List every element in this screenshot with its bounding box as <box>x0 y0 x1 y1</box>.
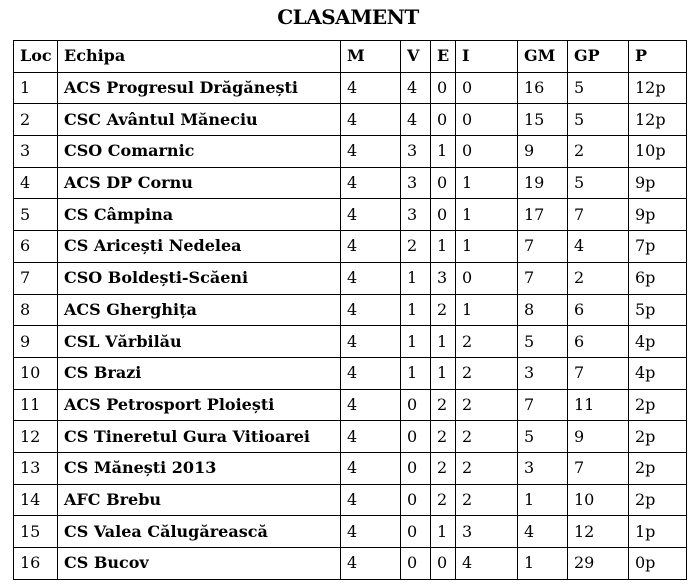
cell-team: CSC Avântul Măneciu <box>58 104 341 136</box>
cell-goals-for: 9 <box>518 136 568 168</box>
table-row <box>14 548 687 580</box>
header-points: P <box>629 41 687 73</box>
cell-points: 7p <box>629 231 687 263</box>
cell-matches: 4 <box>341 104 401 136</box>
cell-draws: 2 <box>431 421 456 453</box>
cell-draws: 1 <box>431 357 456 389</box>
cell-team: CS Valea Călugărească <box>58 516 341 548</box>
cell-team: CS Aricești Nedelea <box>58 231 341 263</box>
cell-draws: 1 <box>431 516 456 548</box>
cell-wins: 0 <box>401 452 431 484</box>
cell-points: 9p <box>629 167 687 199</box>
cell-goals-against: 7 <box>568 357 629 389</box>
cell-points: 4p <box>629 357 687 389</box>
cell-wins: 1 <box>401 294 431 326</box>
cell-goals-for: 15 <box>518 104 568 136</box>
cell-draws: 0 <box>431 548 456 580</box>
cell-losses: 0 <box>456 72 518 104</box>
cell-points: 2p <box>629 452 687 484</box>
cell-points: 6p <box>629 262 687 294</box>
cell-matches: 4 <box>341 294 401 326</box>
header-goals-against: GP <box>568 41 629 73</box>
cell-wins: 4 <box>401 104 431 136</box>
cell-goals-for: 7 <box>518 231 568 263</box>
table-row <box>14 326 687 358</box>
cell-matches: 4 <box>341 389 401 421</box>
cell-goals-against: 2 <box>568 262 629 294</box>
cell-team: CSL Vărbilău <box>58 326 341 358</box>
cell-team: CS Brazi <box>58 357 341 389</box>
cell-goals-against: 7 <box>568 452 629 484</box>
cell-losses: 1 <box>456 231 518 263</box>
cell-goals-against: 6 <box>568 326 629 358</box>
cell-losses: 1 <box>456 294 518 326</box>
cell-loc: 4 <box>14 167 58 199</box>
page-title: CLASAMENT <box>277 5 419 29</box>
cell-goals-against: 2 <box>568 136 629 168</box>
cell-loc: 6 <box>14 231 58 263</box>
cell-matches: 4 <box>341 262 401 294</box>
header-matches: M <box>341 41 401 73</box>
cell-points: 2p <box>629 421 687 453</box>
cell-points: 9p <box>629 199 687 231</box>
cell-team: CS Tineretul Gura Vitioarei <box>58 421 341 453</box>
cell-goals-against: 5 <box>568 72 629 104</box>
cell-wins: 1 <box>401 357 431 389</box>
cell-loc: 8 <box>14 294 58 326</box>
cell-draws: 2 <box>431 294 456 326</box>
cell-matches: 4 <box>341 326 401 358</box>
cell-losses: 4 <box>456 548 518 580</box>
header-wins: V <box>401 41 431 73</box>
cell-loc: 14 <box>14 484 58 516</box>
cell-losses: 0 <box>456 104 518 136</box>
cell-points: 0p <box>629 548 687 580</box>
cell-goals-against: 29 <box>568 548 629 580</box>
cell-goals-for: 17 <box>518 199 568 231</box>
cell-loc: 3 <box>14 136 58 168</box>
cell-draws: 1 <box>431 326 456 358</box>
cell-draws: 1 <box>431 136 456 168</box>
cell-draws: 2 <box>431 452 456 484</box>
cell-matches: 4 <box>341 167 401 199</box>
cell-losses: 2 <box>456 421 518 453</box>
cell-wins: 3 <box>401 167 431 199</box>
cell-wins: 0 <box>401 516 431 548</box>
cell-draws: 2 <box>431 389 456 421</box>
table-row <box>14 231 687 263</box>
cell-matches: 4 <box>341 231 401 263</box>
cell-goals-for: 19 <box>518 167 568 199</box>
cell-matches: 4 <box>341 452 401 484</box>
cell-draws: 1 <box>431 231 456 263</box>
cell-matches: 4 <box>341 548 401 580</box>
cell-matches: 4 <box>341 72 401 104</box>
cell-goals-for: 5 <box>518 421 568 453</box>
cell-wins: 3 <box>401 136 431 168</box>
cell-team: CS Bucov <box>58 548 341 580</box>
table-row <box>14 389 687 421</box>
header-row <box>14 41 687 73</box>
cell-team: ACS DP Cornu <box>58 167 341 199</box>
cell-losses: 0 <box>456 136 518 168</box>
cell-goals-for: 7 <box>518 262 568 294</box>
cell-goals-against: 12 <box>568 516 629 548</box>
cell-loc: 7 <box>14 262 58 294</box>
table-row <box>14 484 687 516</box>
cell-draws: 0 <box>431 72 456 104</box>
cell-losses: 3 <box>456 516 518 548</box>
cell-team: CSO Comarnic <box>58 136 341 168</box>
cell-goals-for: 3 <box>518 357 568 389</box>
cell-team: CS Mănești 2013 <box>58 452 341 484</box>
table-row <box>14 167 687 199</box>
cell-losses: 2 <box>456 357 518 389</box>
standings-table <box>13 40 687 580</box>
cell-goals-against: 9 <box>568 421 629 453</box>
cell-team: CSO Boldești-Scăeni <box>58 262 341 294</box>
cell-goals-against: 6 <box>568 294 629 326</box>
cell-team: ACS Gherghița <box>58 294 341 326</box>
cell-team: AFC Brebu <box>58 484 341 516</box>
cell-loc: 2 <box>14 104 58 136</box>
cell-goals-for: 5 <box>518 326 568 358</box>
cell-losses: 2 <box>456 326 518 358</box>
cell-goals-for: 8 <box>518 294 568 326</box>
cell-draws: 3 <box>431 262 456 294</box>
cell-points: 1p <box>629 516 687 548</box>
cell-loc: 16 <box>14 548 58 580</box>
cell-wins: 0 <box>401 484 431 516</box>
cell-loc: 12 <box>14 421 58 453</box>
cell-matches: 4 <box>341 136 401 168</box>
cell-goals-for: 4 <box>518 516 568 548</box>
cell-wins: 4 <box>401 72 431 104</box>
cell-draws: 0 <box>431 167 456 199</box>
cell-losses: 0 <box>456 262 518 294</box>
cell-matches: 4 <box>341 516 401 548</box>
cell-team: ACS Petrosport Ploiești <box>58 389 341 421</box>
cell-matches: 4 <box>341 357 401 389</box>
header-goals-for: GM <box>518 41 568 73</box>
table-row <box>14 72 687 104</box>
cell-matches: 4 <box>341 421 401 453</box>
cell-wins: 3 <box>401 199 431 231</box>
cell-goals-against: 5 <box>568 167 629 199</box>
table-row <box>14 199 687 231</box>
cell-points: 5p <box>629 294 687 326</box>
table-row <box>14 357 687 389</box>
cell-loc: 9 <box>14 326 58 358</box>
cell-wins: 1 <box>401 326 431 358</box>
cell-goals-against: 4 <box>568 231 629 263</box>
cell-team: ACS Progresul Drăgănești <box>58 72 341 104</box>
cell-loc: 15 <box>14 516 58 548</box>
cell-draws: 0 <box>431 199 456 231</box>
table-row <box>14 104 687 136</box>
table-row <box>14 516 687 548</box>
cell-points: 12p <box>629 104 687 136</box>
cell-loc: 5 <box>14 199 58 231</box>
table-row <box>14 452 687 484</box>
cell-goals-against: 7 <box>568 199 629 231</box>
header-draws: E <box>431 41 456 73</box>
cell-loc: 10 <box>14 357 58 389</box>
table-body <box>14 72 687 579</box>
table-row <box>14 421 687 453</box>
cell-goals-for: 16 <box>518 72 568 104</box>
cell-matches: 4 <box>341 484 401 516</box>
cell-goals-for: 3 <box>518 452 568 484</box>
cell-points: 2p <box>629 484 687 516</box>
cell-goals-against: 11 <box>568 389 629 421</box>
header-losses: I <box>456 41 518 73</box>
cell-wins: 2 <box>401 231 431 263</box>
cell-goals-against: 10 <box>568 484 629 516</box>
cell-points: 2p <box>629 389 687 421</box>
cell-loc: 13 <box>14 452 58 484</box>
cell-points: 4p <box>629 326 687 358</box>
cell-losses: 1 <box>456 167 518 199</box>
cell-wins: 0 <box>401 389 431 421</box>
cell-losses: 1 <box>456 199 518 231</box>
cell-draws: 2 <box>431 484 456 516</box>
header-loc: Loc <box>14 41 58 73</box>
cell-loc: 11 <box>14 389 58 421</box>
cell-points: 10p <box>629 136 687 168</box>
cell-wins: 0 <box>401 548 431 580</box>
table-row <box>14 136 687 168</box>
cell-losses: 2 <box>456 484 518 516</box>
cell-matches: 4 <box>341 199 401 231</box>
cell-wins: 1 <box>401 262 431 294</box>
cell-draws: 0 <box>431 104 456 136</box>
cell-goals-for: 1 <box>518 548 568 580</box>
cell-team: CS Câmpina <box>58 199 341 231</box>
cell-losses: 2 <box>456 389 518 421</box>
cell-goals-against: 5 <box>568 104 629 136</box>
header-team: Echipa <box>58 41 341 73</box>
cell-wins: 0 <box>401 421 431 453</box>
table-row <box>14 294 687 326</box>
cell-points: 12p <box>629 72 687 104</box>
cell-goals-for: 1 <box>518 484 568 516</box>
cell-losses: 2 <box>456 452 518 484</box>
table-row <box>14 262 687 294</box>
cell-loc: 1 <box>14 72 58 104</box>
cell-goals-for: 7 <box>518 389 568 421</box>
